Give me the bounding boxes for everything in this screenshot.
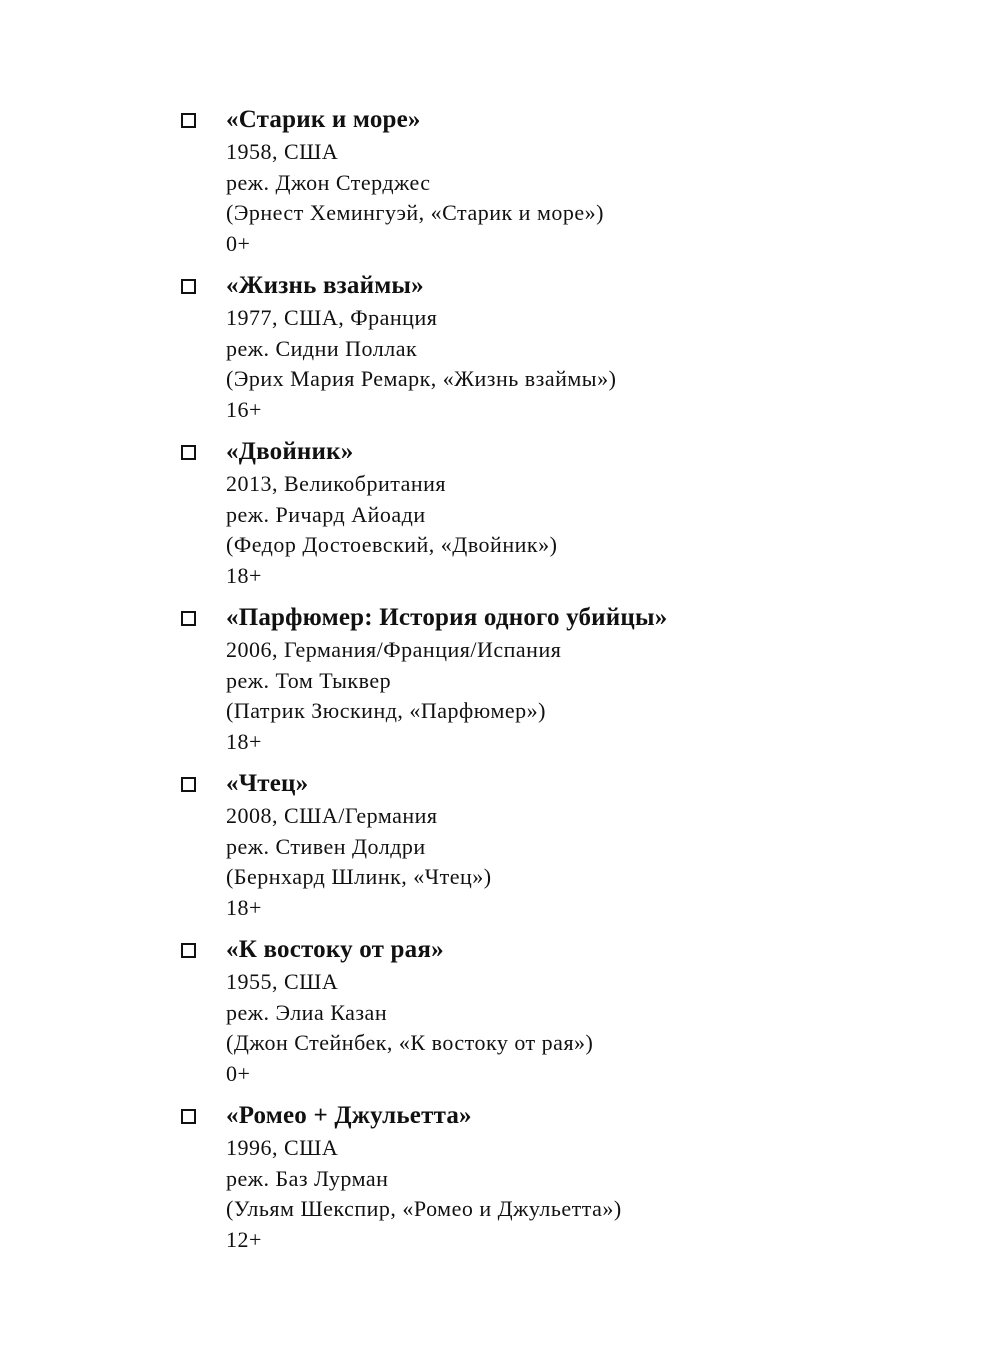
film-year-country: 1977, США, Франция <box>226 305 438 330</box>
film-entry <box>0 767 1000 933</box>
film-year-country: 1958, США <box>226 139 339 164</box>
film-director: реж. Баз Лурман <box>226 1165 389 1191</box>
film-details <box>226 435 557 591</box>
film-title: «Парфюмер: История одного убийцы» <box>226 604 668 631</box>
film-director: реж. Сидни Поллак <box>226 335 418 361</box>
checkbox[interactable] <box>181 611 196 626</box>
film-details <box>226 1099 622 1255</box>
checkbox[interactable] <box>181 445 196 460</box>
film-source: (Эрнест Хемингуэй, «Старик и море») <box>226 200 604 225</box>
film-title: «Ромео + Джульетта» <box>226 1102 472 1129</box>
checkbox[interactable] <box>181 279 196 294</box>
film-entry <box>0 1099 1000 1265</box>
film-year-country: 2008, США/Германия <box>226 803 438 828</box>
film-source: (Джон Стейнбек, «К востоку от рая») <box>226 1030 594 1055</box>
film-director: реж. Элиа Казан <box>226 999 388 1025</box>
film-director: реж. Ричард Айоади <box>226 501 426 527</box>
film-title: «Чтец» <box>226 770 309 797</box>
checkbox[interactable] <box>181 943 196 958</box>
film-year-country: 2006, Германия/Франция/Испания <box>226 637 562 662</box>
film-details <box>226 103 604 259</box>
film-rating: 0+ <box>226 230 251 256</box>
film-entry <box>0 435 1000 601</box>
film-details <box>226 601 667 757</box>
film-rating: 18+ <box>226 894 262 920</box>
film-details <box>226 933 593 1089</box>
film-title: «К востоку от рая» <box>226 936 444 963</box>
film-entry <box>0 269 1000 435</box>
film-rating: 18+ <box>226 562 262 588</box>
film-source: (Патрик Зюскинд, «Парфюмер») <box>226 698 546 723</box>
film-director: реж. Том Тыквер <box>226 667 392 693</box>
film-title: «Двойник» <box>226 438 354 465</box>
film-source: (Федор Достоевский, «Двойник») <box>226 532 558 557</box>
film-source: (Ульям Шекспир, «Ромео и Джульетта») <box>226 1196 622 1221</box>
film-director: реж. Стивен Долдри <box>226 833 426 859</box>
film-title: «Жизнь взаймы» <box>226 272 424 299</box>
film-year-country: 1996, США <box>226 1135 339 1160</box>
film-rating: 12+ <box>226 1226 262 1252</box>
film-rating: 18+ <box>226 728 262 754</box>
film-source: (Эрих Мария Ремарк, «Жизнь взаймы») <box>226 366 617 391</box>
checkbox[interactable] <box>181 1109 196 1124</box>
film-entry <box>0 103 1000 269</box>
film-details <box>226 269 616 425</box>
film-details <box>226 767 492 923</box>
film-year-country: 1955, США <box>226 969 339 994</box>
film-rating: 16+ <box>226 396 262 422</box>
film-director: реж. Джон Стерджес <box>226 169 431 195</box>
film-checklist <box>0 103 1000 1265</box>
film-rating: 0+ <box>226 1060 251 1086</box>
film-source: (Бернхард Шлинк, «Чтец») <box>226 864 492 889</box>
film-entry <box>0 601 1000 767</box>
film-year-country: 2013, Великобритания <box>226 471 447 496</box>
film-title: «Старик и море» <box>226 106 421 133</box>
checkbox[interactable] <box>181 777 196 792</box>
checkbox[interactable] <box>181 113 196 128</box>
film-entry <box>0 933 1000 1099</box>
